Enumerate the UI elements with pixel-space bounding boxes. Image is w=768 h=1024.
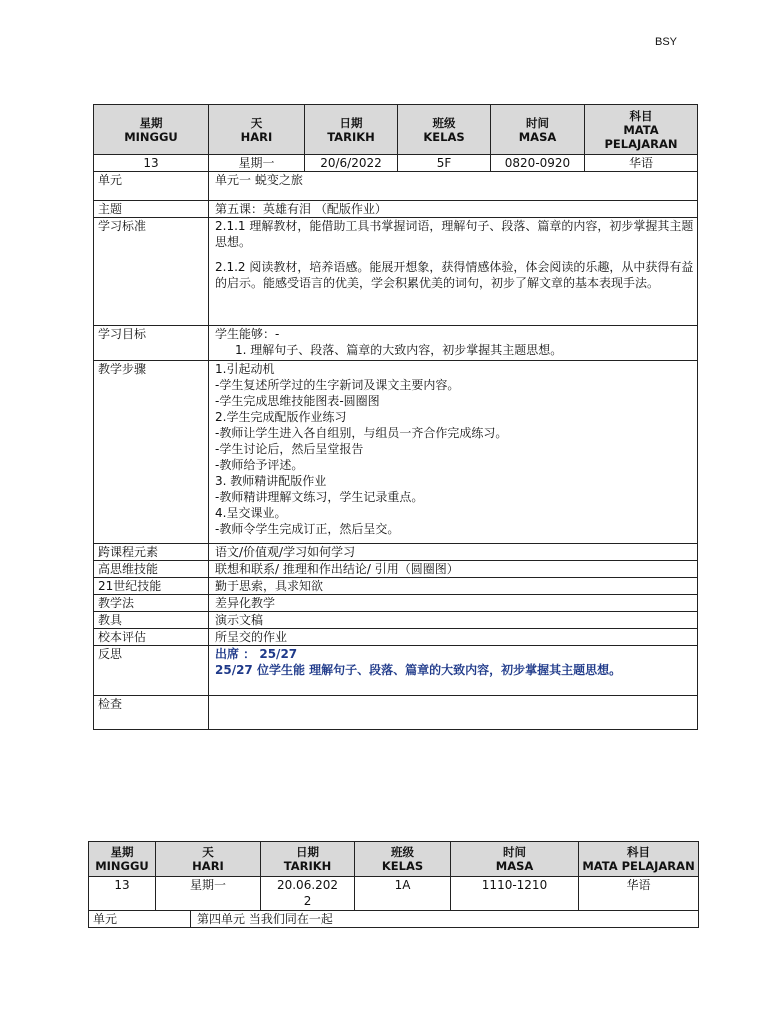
- step-line: -学生完成思维技能图表-圆圈图: [215, 394, 380, 408]
- assess-value: 所呈交的作业: [209, 629, 698, 646]
- tarikh-value: 20.06.202 2: [261, 877, 355, 911]
- c21-row: [94, 578, 698, 595]
- standard-label: 学习标准: [94, 218, 209, 326]
- reflection-note: 25/27 位学生能 理解句子、段落、篇章的大致内容，初步掌握其主题思想。: [215, 663, 622, 677]
- steps-row: [94, 361, 698, 544]
- subjek-header: 科目 MATA PELAJARAN: [585, 105, 698, 155]
- kelas-value: 1A: [355, 877, 451, 911]
- objective-row: [94, 326, 698, 361]
- cross-curricular-row: [94, 544, 698, 561]
- unit-value: 单元一 蜕变之旅: [209, 172, 698, 201]
- standard-2: 2.1.2 阅读教材，培养语感。能展开想象，获得情感体验，体会阅读的乐趣，从中获得有益的启示。能感受语言的优美，学会积累优美的词句，初步了解文章的基本表现手法。: [215, 260, 694, 290]
- topic-row: [94, 201, 698, 218]
- objective-intro: 学生能够：-: [215, 327, 280, 341]
- values-row: [89, 877, 699, 911]
- aids-row: [94, 612, 698, 629]
- assess-label: 校本评估: [94, 629, 209, 646]
- method-row: [94, 595, 698, 612]
- method-label: 教学法: [94, 595, 209, 612]
- masa-value: 1110-1210: [451, 877, 579, 911]
- step-line: 4.呈交课业。: [215, 506, 287, 520]
- step-line: 2.学生完成配版作业练习: [215, 410, 347, 424]
- check-label: 检查: [94, 696, 209, 730]
- hari-value: 星期一: [156, 877, 261, 911]
- cross-value: 语文/价值观/学习如何学习: [209, 544, 698, 561]
- header-row: [94, 105, 698, 155]
- minggu-header: 星期 MINGGU: [89, 842, 156, 877]
- reflection-attendance: 出席 ： 25/27: [215, 647, 298, 661]
- lesson-plan-table-2: [88, 841, 699, 928]
- reflection-row: [94, 646, 698, 696]
- topic-label: 主题: [94, 201, 209, 218]
- reflection-value: [209, 646, 698, 696]
- aids-label: 教具: [94, 612, 209, 629]
- hari-value: 星期一: [209, 155, 305, 172]
- check-row: [94, 696, 698, 730]
- minggu-value: 13: [89, 877, 156, 911]
- unit-row: [89, 911, 699, 928]
- objective-label: 学习目标: [94, 326, 209, 361]
- masa-value: 0820-0920: [491, 155, 585, 172]
- subjek-value: 华语: [585, 155, 698, 172]
- kelas-header: 班级 KELAS: [355, 842, 451, 877]
- hari-header: 天 HARI: [156, 842, 261, 877]
- hari-header: 天 HARI: [209, 105, 305, 155]
- subjek-value: 华语: [579, 877, 699, 911]
- hots-value: 联想和联系/ 推理和作出结论/ 引用（圆圈图）: [209, 561, 698, 578]
- objective-1: 1. 理解句子、段落、篇章的大致内容，初步掌握其主题思想。: [235, 343, 563, 357]
- unit-row: [94, 172, 698, 201]
- standard-value: [209, 218, 698, 326]
- c21-value: 勤于思索，具求知欲: [209, 578, 698, 595]
- tarikh-value: 20/6/2022: [305, 155, 398, 172]
- minggu-header: 星期 MINGGU: [94, 105, 209, 155]
- aids-value: 演示文稿: [209, 612, 698, 629]
- reflection-label: 反思: [94, 646, 209, 696]
- cross-label: 跨课程元素: [94, 544, 209, 561]
- masa-header: 时间 MASA: [451, 842, 579, 877]
- steps-label: 教学步骤: [94, 361, 209, 544]
- subjek-header: 科目 MATA PELAJARAN: [579, 842, 699, 877]
- tarikh-header: 日期 TARIKH: [305, 105, 398, 155]
- unit-label: 单元: [94, 172, 209, 201]
- step-line: 1.引起动机: [215, 362, 275, 376]
- step-line: -教师令学生完成订正，然后呈交。: [215, 522, 400, 536]
- hots-row: [94, 561, 698, 578]
- assessment-row: [94, 629, 698, 646]
- unit-label: 单元: [89, 911, 191, 928]
- standard-1: 2.1.1 理解教材，能借助工具书掌握词语，理解句子、段落、篇章的内容，初步掌握其主题思想。: [215, 219, 694, 249]
- step-line: -教师让学生进入各自组别，与组员一齐合作完成练习。: [215, 426, 508, 440]
- kelas-value: 5F: [398, 155, 491, 172]
- step-line: 3. 教师精讲配版作业: [215, 474, 327, 488]
- topic-value: 第五课：英雄有泪 （配版作业）: [209, 201, 698, 218]
- masa-header: 时间 MASA: [491, 105, 585, 155]
- check-value: [209, 696, 698, 730]
- step-line: -教师给予评述。: [215, 458, 304, 472]
- standard-row: [94, 218, 698, 326]
- header-row: [89, 842, 699, 877]
- c21-label: 21世纪技能: [94, 578, 209, 595]
- corner-code: BSY: [655, 36, 678, 48]
- lesson-plan-table-1: [93, 104, 698, 730]
- values-row: [94, 155, 698, 172]
- tarikh-header: 日期 TARIKH: [261, 842, 355, 877]
- unit-value: 第四单元 当我们同在一起: [191, 911, 699, 928]
- steps-value: [209, 361, 698, 544]
- objective-value: [209, 326, 698, 361]
- step-line: -学生讨论后，然后呈堂报告: [215, 442, 364, 456]
- step-line: -教师精讲理解文练习，学生记录重点。: [215, 490, 424, 504]
- kelas-header: 班级 KELAS: [398, 105, 491, 155]
- method-value: 差异化教学: [209, 595, 698, 612]
- minggu-value: 13: [94, 155, 209, 172]
- hots-label: 高思维技能: [94, 561, 209, 578]
- step-line: -学生复述所学过的生字新词及课文主要内容。: [215, 378, 460, 392]
